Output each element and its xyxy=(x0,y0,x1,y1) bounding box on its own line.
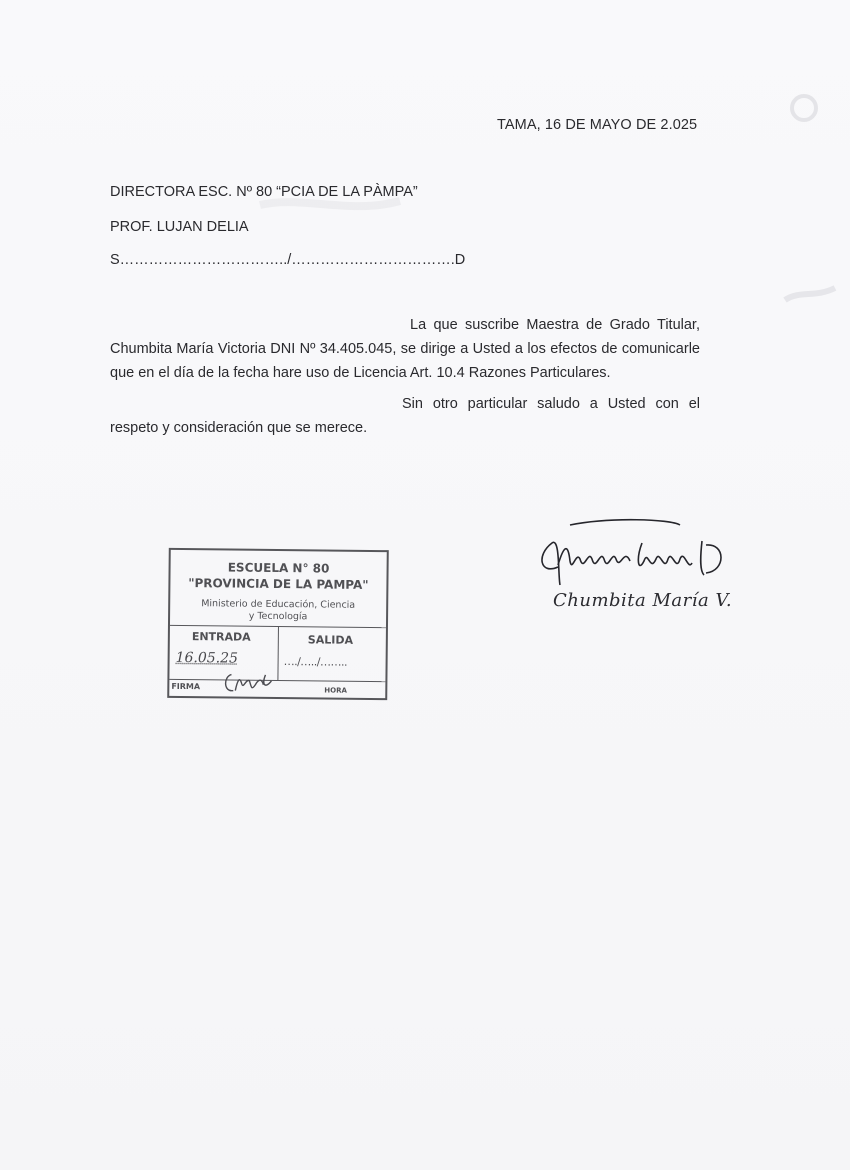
recipient-line-1: DIRECTORA ESC. Nº 80 “PCIA DE LA PÀMPA” xyxy=(110,184,418,200)
letter-date: TAMA, 16 DE MAYO DE 2.025 xyxy=(497,117,698,133)
stamp-ministry: Ministerio de Educación, Ciencia xyxy=(201,598,356,611)
paper-smudge xyxy=(250,185,410,225)
stamp-hora-label: HORA xyxy=(324,686,347,695)
stamp-salida-date: …./…../…….. xyxy=(283,655,348,669)
signature-name: Chumbita María V. xyxy=(553,590,733,611)
body-paragraph-2: Sin otro particular saludo a Usted con el respeto y consideración que se merece. xyxy=(110,396,700,436)
stamp-initials-scribble xyxy=(221,666,281,701)
school-reception-stamp xyxy=(167,548,389,700)
handwritten-signature xyxy=(530,515,760,595)
stamp-firma-label: FIRMA xyxy=(171,681,201,692)
stamp-ministry-2: y Tecnología xyxy=(248,610,308,623)
paper-smudge xyxy=(780,88,830,128)
stamp-entrada-date: 16.05.25 xyxy=(175,649,239,667)
stamp-province: "PROVINCIA DE LA PAMPA" xyxy=(188,576,369,592)
body-paragraph-1: La que suscribe Maestra de Grado Titular, Chumbita María Victoria DNI Nº 34.405.045, se dirige a Usted a los efectos de comunicarle que en el día de la fecha hare uso de Licencia Art. 10.4 Razones Particulares. xyxy=(110,317,700,381)
stamp-salida-label: SALIDA xyxy=(307,633,354,647)
stamp-school-name: ESCUELA N° 80 xyxy=(227,560,330,576)
paper-smudge xyxy=(780,280,840,310)
recipient-line-2: PROF. LUJAN DELIA xyxy=(110,219,249,235)
stamp-entrada-label: ENTRADA xyxy=(191,630,251,644)
salutation-line: S……………………………../…………………………….D xyxy=(110,252,466,268)
